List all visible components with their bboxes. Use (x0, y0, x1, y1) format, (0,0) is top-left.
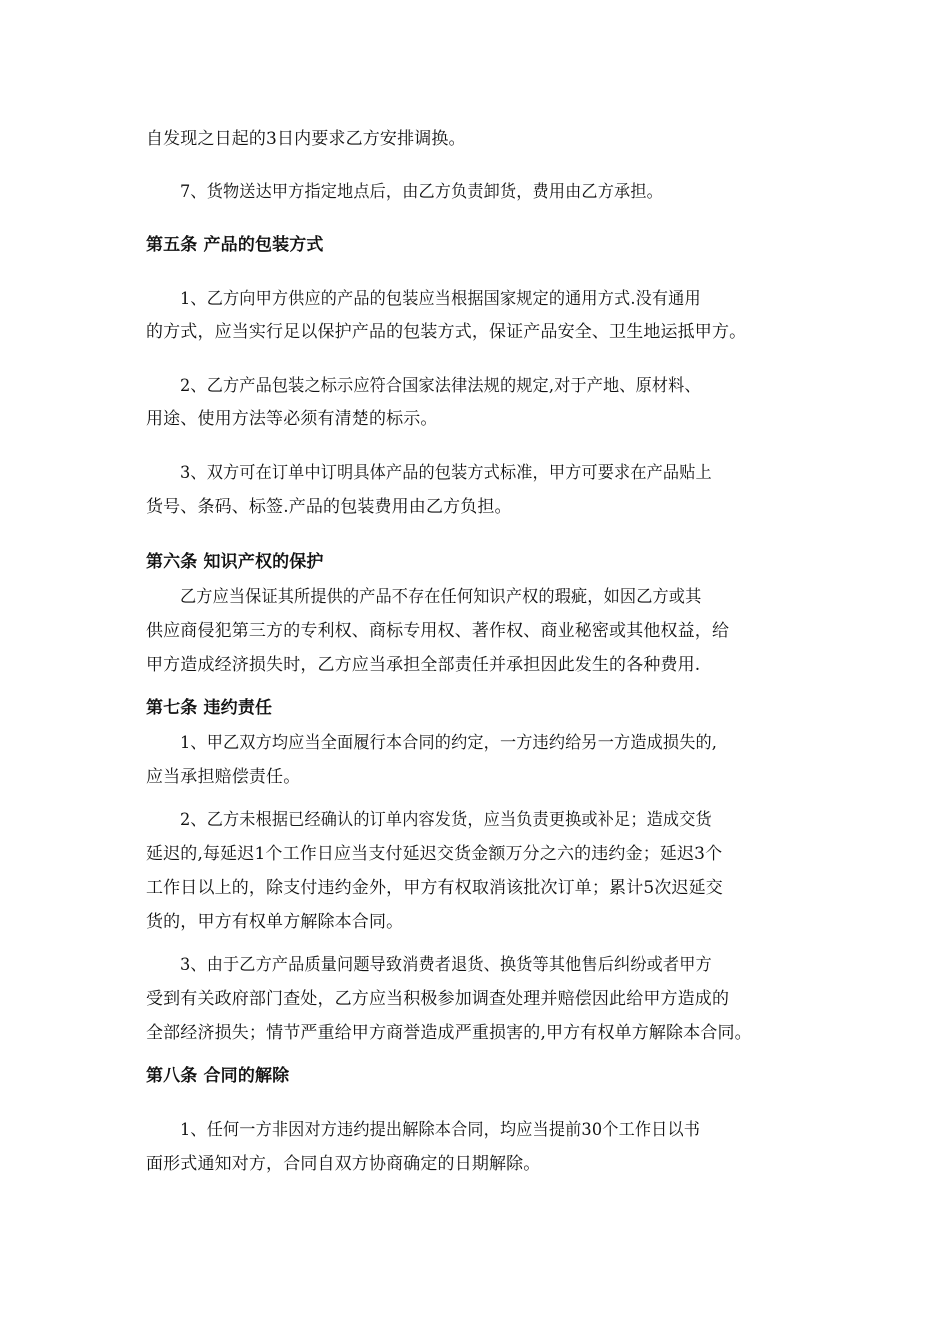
section-heading: 第八条 合同的解除 (146, 1066, 290, 1086)
text-line: 延迟的,每延迟1个工作日应当支付延迟交货金额万分之六的违约金；延迟3个 (146, 844, 723, 864)
text-line: 受到有关政府部门查处，乙方应当积极参加调查处理并赔偿因此给甲方造成的 (146, 989, 730, 1009)
text-line: 7、货物送达甲方指定地点后，由乙方负责卸货，费用由乙方承担。 (180, 182, 663, 202)
section-heading: 第七条 违约责任 (146, 698, 273, 718)
text-line: 甲方造成经济损失时，乙方应当承担全部责任并承担因此发生的各种费用. (146, 655, 701, 675)
text-line: 面形式通知对方，合同自双方协商确定的日期解除。 (146, 1154, 541, 1174)
text-line: 乙方应当保证其所提供的产品不存在任何知识产权的瑕疵，如因乙方或其 (180, 587, 702, 607)
section-heading: 第六条 知识产权的保护 (146, 552, 324, 572)
text-line: 1、甲乙双方均应当全面履行本合同的约定，一方违约给另一方造成损失的, (180, 733, 718, 753)
section-heading: 第五条 产品的包装方式 (146, 235, 324, 255)
text-line: 3、双方可在订单中订明具体产品的包装方式标准，甲方可要求在产品贴上 (180, 463, 712, 483)
text-line: 2、乙方产品包装之标示应符合国家法律法规的规定,对于产地、原材料、 (180, 376, 701, 396)
text-line: 3、由于乙方产品质量问题导致消费者退货、换货等其他售后纠纷或者甲方 (180, 955, 712, 975)
text-line: 1、乙方向甲方供应的产品的包装应当根据国家规定的通用方式.没有通用 (180, 289, 701, 309)
text-line: 全部经济损失；情节严重给甲方商誉造成严重损害的,甲方有权单方解除本合同。 (146, 1023, 752, 1043)
text-line: 货的，甲方有权单方解除本合同。 (146, 912, 404, 932)
text-line: 自发现之日起的3日内要求乙方安排调换。 (146, 129, 466, 149)
text-line: 应当承担赔偿责任。 (146, 767, 301, 787)
text-line: 的方式，应当实行足以保护产品的包装方式，保证产品安全、卫生地运抵甲方。 (146, 322, 747, 342)
text-line: 货号、条码、标签.产品的包装费用由乙方负担。 (146, 497, 512, 517)
text-line: 工作日以上的，除支付违约金外，甲方有权取消该批次订单；累计5次迟延交 (146, 878, 723, 898)
text-line: 供应商侵犯第三方的专利权、商标专用权、著作权、商业秘密或其他权益，给 (146, 621, 730, 641)
text-line: 2、乙方未根据已经确认的订单内容发货，应当负责更换或补足；造成交货 (180, 810, 712, 830)
text-line: 1、任何一方非因对方违约提出解除本合同，均应当提前30个工作日以书 (180, 1120, 701, 1140)
text-line: 用途、使用方法等必须有清楚的标示。 (146, 409, 438, 429)
